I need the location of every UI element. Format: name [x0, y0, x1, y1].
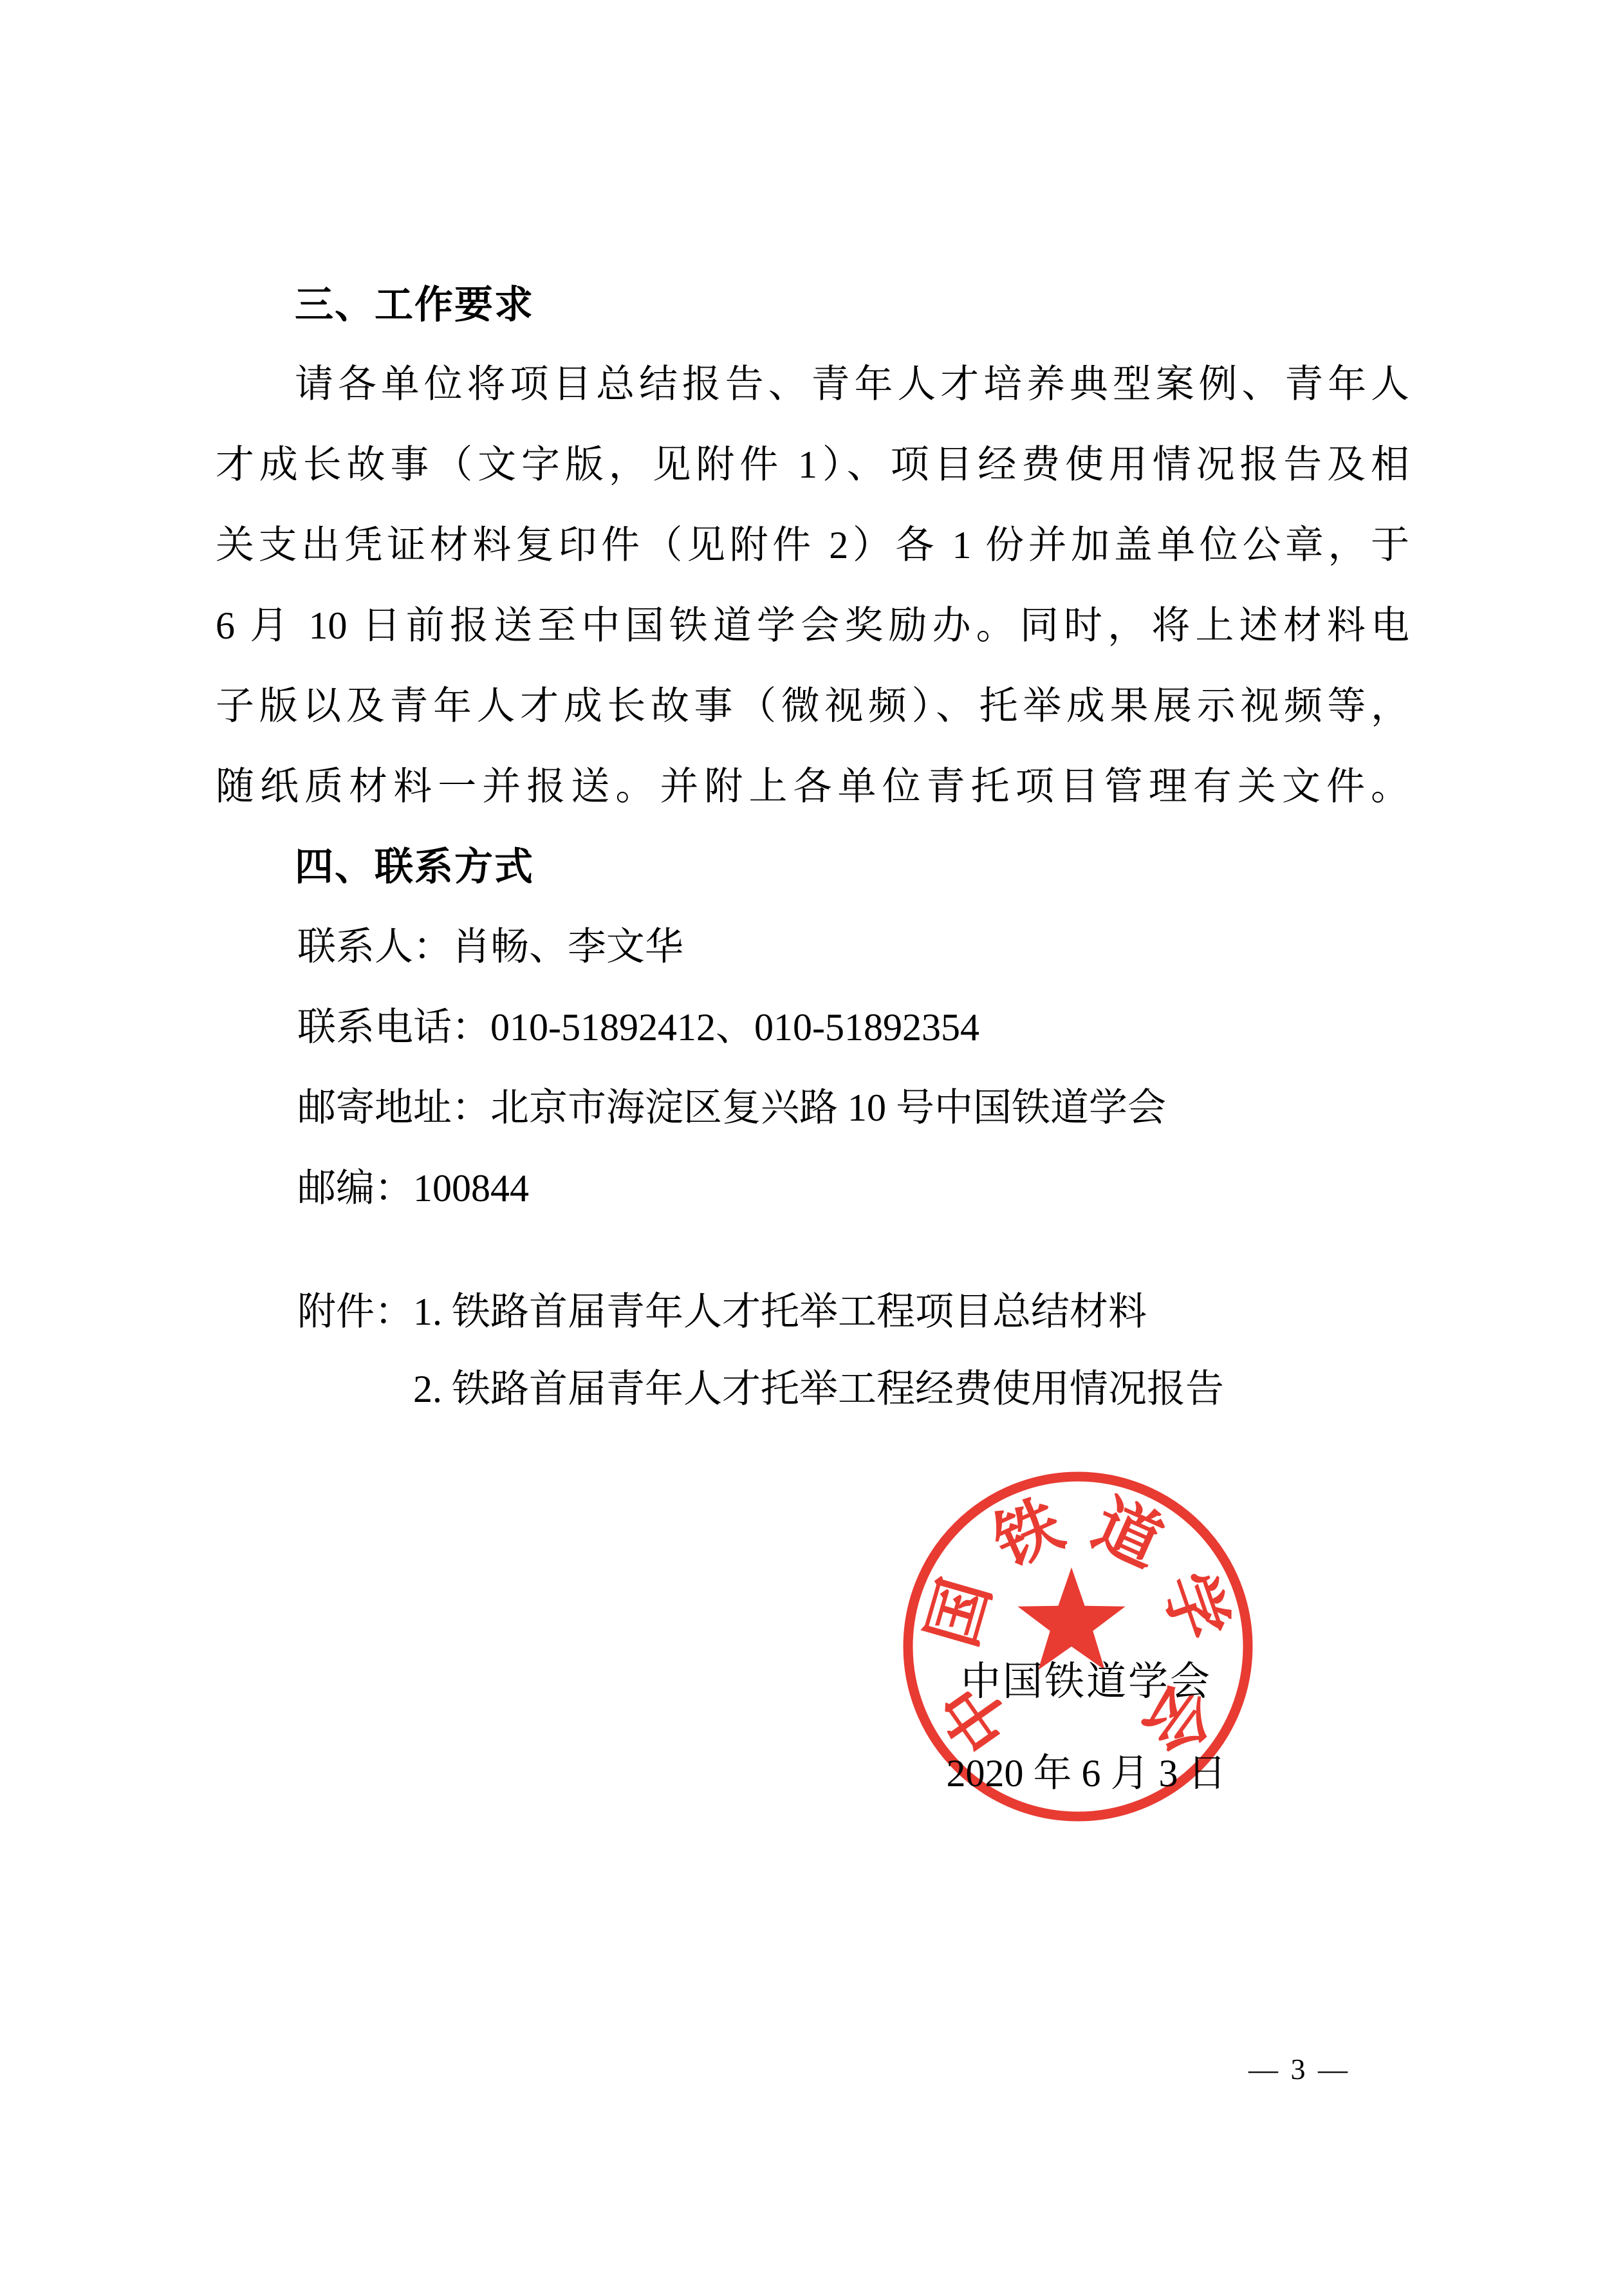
contact-info: [297, 907, 1424, 1229]
attachment-item-text: 2. 铁路首届青年人才托举工程经费使用情况报告: [413, 1368, 1224, 1410]
attachment-item-text: 1. 铁路首届青年人才托举工程项目总结材料: [413, 1291, 1147, 1333]
paragraph-line: 6 月 10 日前报送至中国铁道学会奖励办。同时，将上述材料电: [216, 604, 1409, 647]
seal-char: 铁: [983, 1488, 1073, 1582]
contact-person-line: 联系人：肖畅、李文华: [297, 926, 683, 968]
attachment-item: [297, 1350, 1430, 1428]
paragraph-line: 随纸质材料一并报送。并附上各单位青托项目管理有关文件。: [216, 765, 1409, 808]
page-number: — 3 —: [1248, 2053, 1350, 2086]
seal-star-icon: [1017, 1567, 1125, 1670]
section-heading-work-requirements: 三、工作要求: [295, 283, 534, 326]
paragraph-line: 关支出凭证材料复印件（见附件 2）各 1 份并加盖单位公章，于: [216, 524, 1409, 566]
seal-char: 会: [1128, 1670, 1226, 1767]
seal-char: 道: [1082, 1488, 1173, 1582]
issue-date: 2020 年 6 月 3 日: [946, 1752, 1227, 1795]
work-requirements-paragraph: [216, 344, 1409, 827]
contact-postcode-line: 邮编：100844: [297, 1167, 529, 1209]
attachments-label: 附件：: [297, 1291, 413, 1333]
contact-phone-line: 联系电话：010-51892412、010-51892354: [297, 1006, 979, 1049]
seal-char: 国: [916, 1571, 1005, 1655]
issuing-organization-name: 中国铁道学会: [960, 1660, 1212, 1704]
attachments-list: [297, 1273, 1430, 1428]
paragraph-line: 请各单位将项目总结报告、青年人才培养典型案例、青年人: [295, 363, 1409, 406]
contact-address-line: 邮寄地址：北京市海淀区复兴路 10 号中国铁道学会: [297, 1087, 1166, 1129]
seal-char: 中: [929, 1668, 1026, 1765]
seal-char: 学: [1148, 1563, 1239, 1650]
paragraph-line: 子版以及青年人才成长故事（微视频）、托举成果展示视频等，: [216, 685, 1409, 727]
paragraph-line: 才成长故事（文字版，见附件 1）、项目经费使用情况报告及相: [216, 443, 1409, 486]
section-heading-contact: 四、联系方式: [295, 845, 534, 888]
attachment-item: [297, 1273, 1430, 1350]
